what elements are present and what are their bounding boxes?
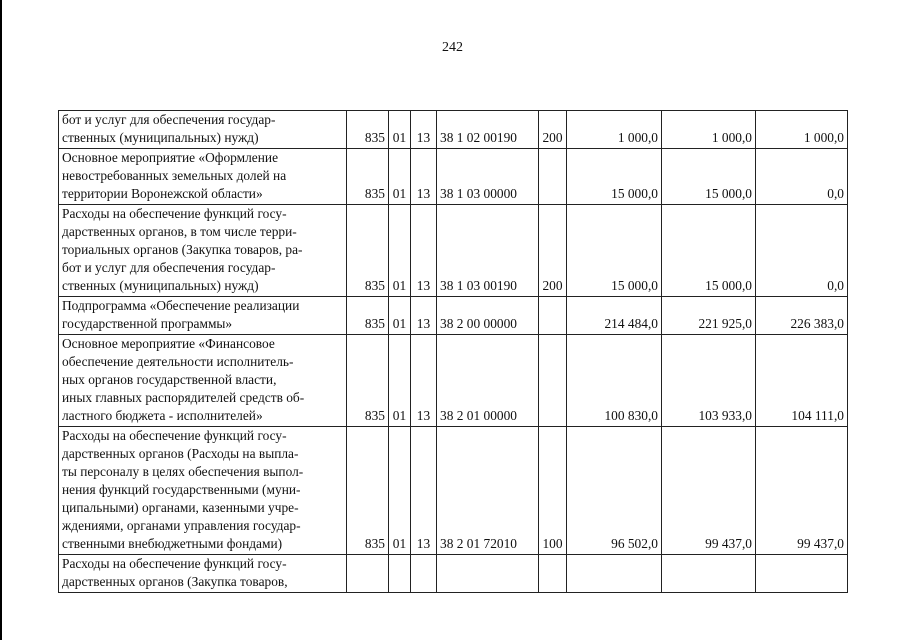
ministry-code-cell: 835: [347, 205, 389, 297]
subsection-code-cell: 13: [411, 427, 437, 555]
description-line: нения функций государственными (муни-: [62, 482, 301, 497]
section-code-cell: 01: [389, 149, 411, 205]
amount-year-3-cell: 99 437,0: [756, 427, 848, 555]
expense-type-cell: [539, 297, 567, 335]
description-line: ластного бюджета - исполнителей»: [62, 408, 263, 423]
target-article-cell: 38 2 00 00000: [437, 297, 539, 335]
row-description: [59, 149, 347, 205]
description-line: ципальными) органами, казенными учре-: [62, 500, 299, 515]
amount-year-3-cell: [756, 555, 848, 593]
amount-year-1-cell: 100 830,0: [567, 335, 662, 427]
table-row: [59, 205, 848, 297]
section-code-cell: [389, 555, 411, 593]
description-line: невостребованных земельных долей на: [62, 168, 287, 183]
expense-type-cell: [539, 149, 567, 205]
ministry-code-cell: 835: [347, 335, 389, 427]
amount-year-2-cell: 103 933,0: [662, 335, 756, 427]
section-code-cell: 01: [389, 205, 411, 297]
subsection-code-cell: 13: [411, 297, 437, 335]
amount-year-2-cell: 1 000,0: [662, 111, 756, 149]
description-line: Основное мероприятие «Оформление: [62, 150, 279, 165]
amount-year-1-cell: 1 000,0: [567, 111, 662, 149]
table-row: [59, 427, 848, 555]
table-row: [59, 555, 848, 593]
table-row: [59, 297, 848, 335]
description-line: ждениями, органами управления государ-: [62, 518, 301, 533]
amount-year-3-cell: 0,0: [756, 149, 848, 205]
scan-left-edge: [0, 0, 2, 640]
expense-type-cell: 100: [539, 427, 567, 555]
description-line: государственной программы»: [62, 316, 233, 331]
expense-type-cell: [539, 555, 567, 593]
table-row: [59, 335, 848, 427]
description-line: обеспечение деятельности исполнитель-: [62, 354, 294, 369]
ministry-code-cell: 835: [347, 427, 389, 555]
amount-year-1-cell: 96 502,0: [567, 427, 662, 555]
section-code-cell: 01: [389, 335, 411, 427]
section-code-cell: 01: [389, 111, 411, 149]
row-description: [59, 335, 347, 427]
row-description: [59, 111, 347, 149]
amount-year-2-cell: 15 000,0: [662, 205, 756, 297]
row-description: [59, 205, 347, 297]
amount-year-1-cell: 214 484,0: [567, 297, 662, 335]
description-line: дарственных органов, в том числе терри-: [62, 224, 297, 239]
description-line: территории Воронежской области»: [62, 186, 263, 201]
description-line: бот и услуг для обеспечения государ-: [62, 112, 276, 127]
section-code-cell: 01: [389, 427, 411, 555]
amount-year-2-cell: 221 925,0: [662, 297, 756, 335]
description-line: Подпрограмма «Обеспечение реализации: [62, 298, 300, 313]
description-line: Расходы на обеспечение функций госу-: [62, 428, 287, 443]
ministry-code-cell: 835: [347, 297, 389, 335]
description-line: Расходы на обеспечение функций госу-: [62, 556, 287, 571]
expense-type-cell: 200: [539, 111, 567, 149]
amount-year-3-cell: 1 000,0: [756, 111, 848, 149]
subsection-code-cell: [411, 555, 437, 593]
subsection-code-cell: 13: [411, 149, 437, 205]
description-line: ственных (муниципальных) нужд): [62, 278, 259, 293]
amount-year-1-cell: [567, 555, 662, 593]
expense-type-cell: 200: [539, 205, 567, 297]
budget-table-body: [59, 111, 848, 593]
row-description: [59, 427, 347, 555]
row-description: [59, 297, 347, 335]
description-line: ты персоналу в целях обеспечения выпол-: [62, 464, 304, 479]
amount-year-3-cell: 104 111,0: [756, 335, 848, 427]
row-description: [59, 555, 347, 593]
subsection-code-cell: 13: [411, 205, 437, 297]
amount-year-2-cell: 15 000,0: [662, 149, 756, 205]
table-row: [59, 149, 848, 205]
target-article-cell: 38 1 03 00000: [437, 149, 539, 205]
ministry-code-cell: [347, 555, 389, 593]
amount-year-2-cell: [662, 555, 756, 593]
amount-year-1-cell: 15 000,0: [567, 149, 662, 205]
target-article-cell: 38 1 02 00190: [437, 111, 539, 149]
description-line: бот и услуг для обеспечения государ-: [62, 260, 276, 275]
target-article-cell: 38 2 01 00000: [437, 335, 539, 427]
description-line: ных органов государственной власти,: [62, 372, 277, 387]
description-line: Основное мероприятие «Финансовое: [62, 336, 275, 351]
description-line: ториальных органов (Закупка товаров, ра-: [62, 242, 303, 257]
amount-year-2-cell: 99 437,0: [662, 427, 756, 555]
budget-table: [58, 110, 848, 593]
description-line: дарственных органов (Расходы на выпла-: [62, 446, 299, 461]
description-line: ственными внебюджетными фондами): [62, 536, 283, 551]
expense-type-cell: [539, 335, 567, 427]
target-article-cell: 38 2 01 72010: [437, 427, 539, 555]
amount-year-3-cell: 0,0: [756, 205, 848, 297]
page-number: 242: [442, 40, 463, 55]
table-row: [59, 111, 848, 149]
target-article-cell: 38 1 03 00190: [437, 205, 539, 297]
section-code-cell: 01: [389, 297, 411, 335]
description-line: иных главных распорядителей средств об-: [62, 390, 305, 405]
amount-year-1-cell: 15 000,0: [567, 205, 662, 297]
ministry-code-cell: 835: [347, 111, 389, 149]
description-line: ственных (муниципальных) нужд): [62, 130, 259, 145]
description-line: Расходы на обеспечение функций госу-: [62, 206, 287, 221]
target-article-cell: [437, 555, 539, 593]
amount-year-3-cell: 226 383,0: [756, 297, 848, 335]
ministry-code-cell: 835: [347, 149, 389, 205]
description-line: дарственных органов (Закупка товаров,: [62, 574, 288, 589]
subsection-code-cell: 13: [411, 335, 437, 427]
subsection-code-cell: 13: [411, 111, 437, 149]
